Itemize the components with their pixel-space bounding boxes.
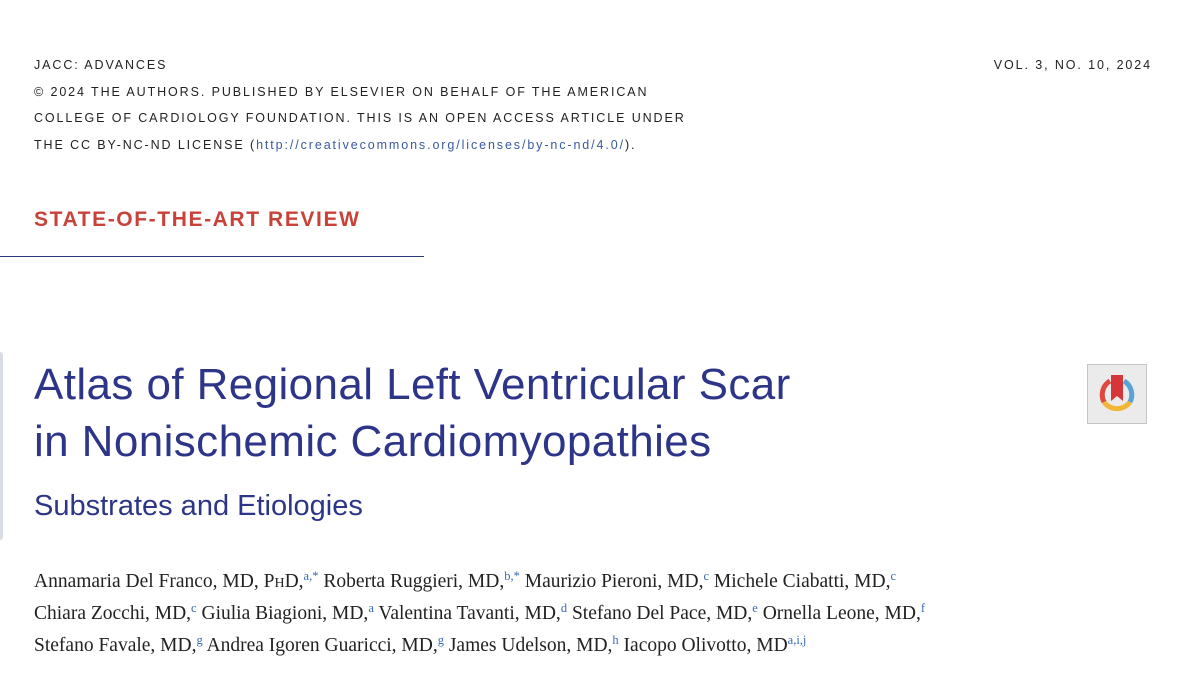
author-name: Maurizio Pieroni, MD, — [519, 571, 704, 592]
affiliation-marker[interactable]: g — [196, 633, 203, 647]
article-title-line-1: Atlas of Regional Left Ventricular Scar — [34, 360, 791, 409]
author-name: Michele Ciabatti, MD, — [709, 571, 891, 592]
article-header-meta — [34, 52, 686, 158]
affiliation-marker[interactable]: e — [752, 601, 758, 615]
copyright-line-1: © 2024 THE AUTHORS. PUBLISHED BY ELSEVIER ON BEHALF OF THE AMERICAN — [34, 84, 649, 99]
volume-info: VOL. 3, NO. 10, 2024 — [993, 58, 1152, 72]
affiliation-marker[interactable]: f — [920, 601, 925, 615]
author-name: Chiara Zocchi, MD, — [34, 603, 192, 624]
affiliation-marker[interactable]: a,i,j — [787, 633, 807, 647]
license-link[interactable]: http://creativecommons.org/licenses/by-nc-nd/4.0/ — [256, 137, 625, 152]
author-name: Annamaria Del Franco, MD, PhD, — [34, 571, 304, 592]
affiliation-marker[interactable]: g — [437, 633, 444, 647]
article-subtitle: Substrates and Etiologies — [34, 490, 363, 522]
author-name: Roberta Ruggieri, MD, — [318, 571, 505, 592]
author-line-1 — [34, 566, 925, 598]
page-edge-marker — [0, 352, 3, 540]
affiliation-marker[interactable]: a,* — [303, 569, 319, 583]
author-name: Giulia Biagioni, MD, — [196, 603, 369, 624]
author-name: Valentina Tavanti, MD, — [373, 603, 561, 624]
affiliation-marker[interactable]: h — [612, 633, 619, 647]
copyright-line-2: COLLEGE OF CARDIOLOGY FOUNDATION. THIS IS AN OPEN ACCESS ARTICLE UNDER — [34, 111, 686, 125]
license-suffix: ). — [624, 137, 637, 152]
author-name: Andrea Igoren Guaricci, MD, — [202, 635, 438, 656]
affiliation-marker[interactable]: c — [703, 569, 710, 583]
affiliation-marker[interactable]: c — [191, 601, 197, 615]
section-divider — [0, 256, 424, 257]
journal-name: JACC: ADVANCES — [34, 58, 168, 72]
license-prefix: THE CC BY-NC-ND LICENSE ( — [34, 137, 257, 152]
affiliation-marker[interactable]: b,* — [504, 569, 520, 583]
article-title — [34, 356, 791, 470]
author-name: James Udelson, MD, — [443, 635, 613, 656]
section-label: STATE-OF-THE-ART REVIEW — [34, 208, 361, 231]
affiliation-marker[interactable]: c — [890, 569, 897, 583]
check-for-updates-badge[interactable] — [1087, 364, 1147, 424]
article-title-line-2: in Nonischemic Cardiomyopathies — [34, 417, 712, 466]
license-line — [34, 132, 686, 159]
author-line-3 — [34, 630, 925, 662]
author-name: Stefano Del Pace, MD, — [567, 603, 753, 624]
check-for-updates-icon — [1088, 365, 1146, 423]
author-name: Iacopo Olivotto, MD — [618, 635, 788, 656]
affiliation-marker[interactable]: d — [560, 601, 568, 615]
author-name: Ornella Leone, MD, — [757, 603, 921, 624]
affiliation-marker[interactable]: a — [368, 601, 374, 615]
author-name: Stefano Favale, MD, — [34, 635, 197, 656]
author-list — [34, 566, 925, 662]
author-line-2 — [34, 598, 925, 630]
